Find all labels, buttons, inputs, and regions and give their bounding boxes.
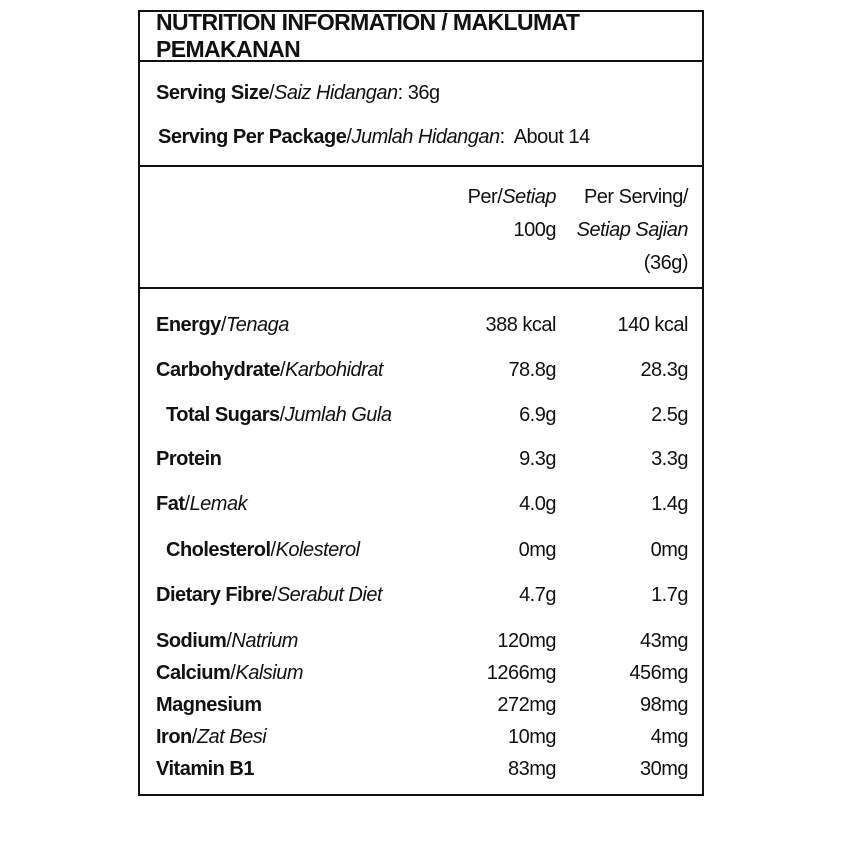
value-per100: 83mg — [507, 758, 556, 780]
nutrient-name: Sodium/Natrium — [156, 630, 298, 652]
nutrient-name: Fat/Lemak — [156, 493, 248, 515]
nutrient-name-en: Iron — [156, 726, 192, 748]
value-per-serving: 0mg — [650, 539, 688, 561]
value-per-serving: 456mg — [629, 662, 688, 684]
nutrient-row-energy — [140, 314, 702, 344]
nutrient-name: Total Sugars/Jumlah Gula — [166, 404, 392, 426]
nutrient-row-carbohydrate — [140, 359, 702, 389]
value-per100: 10mg — [507, 726, 556, 748]
column-header — [140, 167, 702, 289]
nutrient-row-magnesium — [140, 694, 702, 724]
value-per-serving: 98mg — [639, 694, 688, 716]
column-header-per100 — [468, 181, 556, 247]
value-per100: 4.7g — [519, 584, 556, 606]
value-per100: 272mg — [497, 694, 556, 716]
value-per100: 4.0g — [519, 493, 556, 515]
nutrient-row-iron — [140, 726, 702, 756]
value-per-serving: 30mg — [639, 758, 688, 780]
nutrient-name: Energy/Tenaga — [156, 314, 289, 336]
panel-title: NUTRITION INFORMATION / MAKLUMAT PEMAKANAN — [140, 12, 702, 62]
nutrient-name-en: Magnesium — [156, 694, 262, 716]
nutrient-name-ms: Kolesterol — [275, 539, 360, 561]
nutrient-name: Carbohydrate/Karbohidrat — [156, 359, 383, 381]
serving-per-package-line — [158, 126, 590, 149]
nutrient-name — [156, 694, 262, 717]
nutrient-name-en: Protein — [156, 448, 222, 470]
serving-size-line — [156, 82, 440, 105]
nutrient-name-ms: Lemak — [189, 493, 248, 515]
serving-section — [140, 62, 702, 167]
serving-size-label-en: Serving Size — [156, 82, 269, 104]
value-per-serving: 4mg — [650, 726, 688, 748]
nutrient-row-dietary-fibre — [140, 584, 702, 614]
serving-size-value: 36g — [407, 82, 440, 104]
colon: : — [397, 82, 408, 104]
nutrient-rows — [140, 289, 702, 794]
col1-line2: 100g — [513, 219, 556, 241]
value-per100: 6.9g — [519, 404, 556, 426]
nutrient-name-en: Carbohydrate — [156, 359, 281, 381]
value-per-serving: 2.5g — [651, 404, 688, 426]
nutrient-name-ms: Jumlah Gula — [284, 404, 392, 426]
value-per100: 1266mg — [486, 662, 556, 684]
nutrient-name-ms: Karbohidrat — [285, 359, 383, 381]
col2-line1: Per Serving/ — [583, 186, 688, 208]
nutrient-name-ms: Serabut Diet — [276, 584, 382, 606]
value-per100: 388 kcal — [485, 314, 556, 336]
value-per-serving: 1.7g — [651, 584, 688, 606]
col1-line1-ms: Setiap — [502, 186, 556, 208]
nutrient-row-protein — [140, 448, 702, 478]
value-per100: 9.3g — [519, 448, 556, 470]
value-per-serving: 43mg — [639, 630, 688, 652]
nutrient-name — [156, 758, 254, 781]
nutrient-name-ms: Tenaga — [225, 314, 289, 336]
column-header-per-serving — [577, 181, 688, 280]
nutrient-name-en: Vitamin B1 — [156, 758, 254, 780]
value-per-serving: 1.4g — [651, 493, 688, 515]
nutrient-name — [156, 448, 221, 471]
nutrient-row-total-sugars — [140, 404, 702, 434]
col2-line3: (36g) — [643, 252, 688, 274]
nutrient-row-sodium — [140, 630, 702, 660]
nutrient-row-cholesterol — [140, 539, 702, 569]
nutrient-name-ms: Kalsium — [235, 662, 304, 684]
value-per-serving: 28.3g — [640, 359, 688, 381]
nutrient-name-ms: Zat Besi — [196, 726, 267, 748]
nutrient-name: Iron/Zat Besi — [156, 726, 267, 748]
slash: / — [268, 82, 274, 104]
slash: / — [346, 126, 352, 148]
serving-size-label-ms: Saiz Hidangan — [274, 82, 398, 104]
value-per-serving: 3.3g — [651, 448, 688, 470]
nutrient-name-en: Cholesterol — [166, 539, 271, 561]
nutrient-row-fat — [140, 493, 702, 523]
col1-line1-en: Per/ — [467, 186, 503, 208]
nutrient-name: Dietary Fibre/Serabut Diet — [156, 584, 382, 606]
nutrient-name-en: Sodium — [156, 630, 227, 652]
nutrient-name-en: Calcium — [156, 662, 231, 684]
value-per100: 0mg — [518, 539, 556, 561]
nutrient-name-en: Fat — [156, 493, 185, 515]
nutrient-row-vitamin-b1 — [140, 758, 702, 788]
nutrient-name-en: Total Sugars — [166, 404, 280, 426]
value-per-serving: 140 kcal — [617, 314, 688, 336]
nutrient-name-en: Dietary Fibre — [156, 584, 272, 606]
nutrient-name-ms: Natrium — [231, 630, 298, 652]
nutrition-panel — [138, 10, 704, 796]
nutrient-name-en: Energy — [156, 314, 221, 336]
per-package-label-ms: Jumlah Hidangan — [351, 126, 500, 148]
nutrient-name: Cholesterol/Kolesterol — [166, 539, 360, 561]
col2-line2: Setiap Sajian — [576, 219, 688, 241]
per-package-label-en: Serving Per Package — [158, 126, 347, 148]
colon: : — [499, 126, 514, 148]
per-package-value: About 14 — [513, 126, 590, 148]
nutrient-row-calcium — [140, 662, 702, 692]
value-per100: 120mg — [497, 630, 556, 652]
nutrient-name: Calcium/Kalsium — [156, 662, 304, 684]
value-per100: 78.8g — [508, 359, 556, 381]
